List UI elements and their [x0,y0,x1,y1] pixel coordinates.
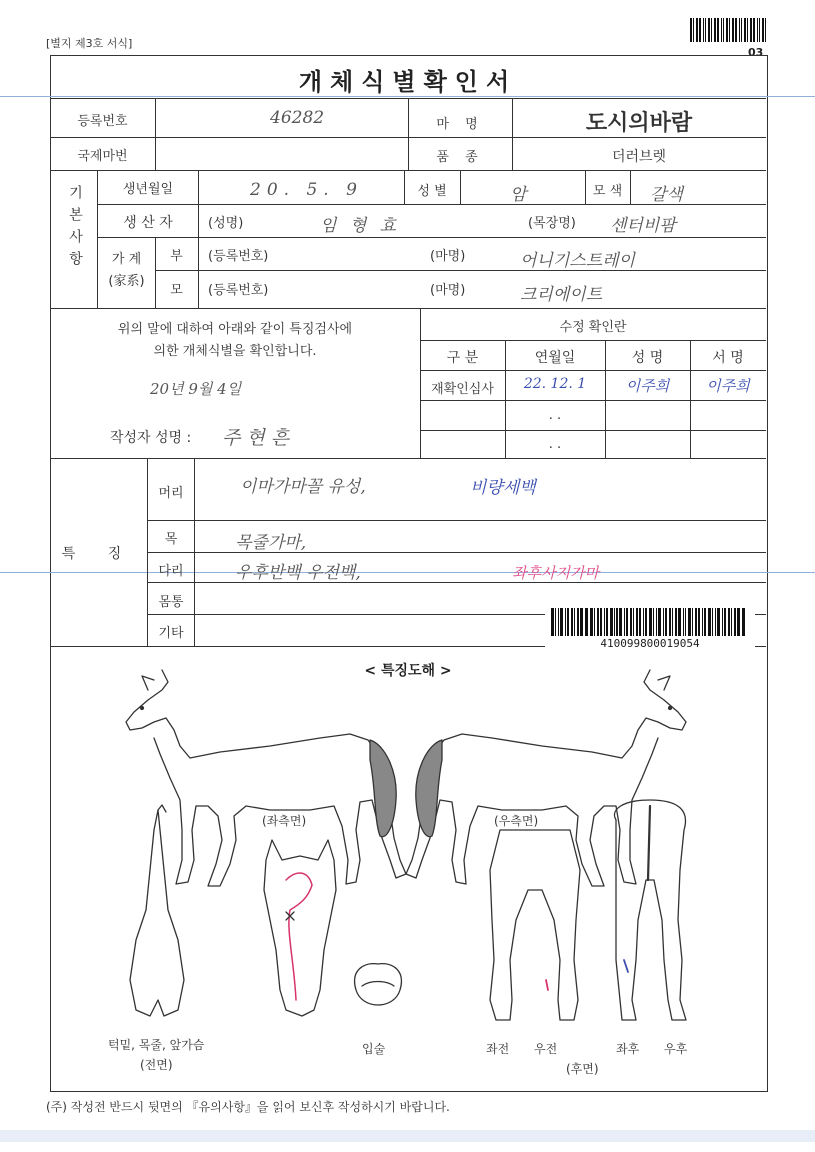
left-side-horse-drawing [126,670,406,886]
rear-view-drawing [614,800,686,1020]
intl-no-label: 국제마번 [77,149,128,164]
revision-col-sign: 서 명 [712,350,744,366]
left-side-label: (좌측면) [262,814,307,828]
other-label: 기타 [158,626,184,641]
barcode-number: 410099800019054 [600,637,700,650]
dam-name-label: (마명) [430,283,466,298]
color-value: 갈색 [650,185,683,205]
basic-section-label: 기본사항 [67,185,83,273]
horse-name-value: 도시의바람 [585,111,693,136]
lips-drawing [355,964,402,1005]
writer-signature: 주 현 흔 [222,427,290,449]
right-front-label: 우전 [534,1042,558,1056]
horse-name-label: 마 명 [436,117,484,132]
statement-line1: 위의 말에 대하여 아래와 같이 특징검사에 [117,322,353,337]
statement-line2: 의한 개체식별을 확인합니다. [153,344,317,359]
farm-value: 센터비팜 [610,216,676,236]
writer-label: 작성자 성명 : [110,430,192,446]
front-label: (전면) [140,1058,173,1072]
breed-value: 더러브렛 [611,149,667,165]
sire-label: 부 [170,249,183,264]
sire-name-value: 어니기스트레이 [520,251,635,271]
neck-label: 목 [164,532,178,547]
revision-row1-sign: 이주희 [706,377,750,395]
barcode [551,608,747,636]
revision-col-type: 구 분 [446,350,479,366]
neck-value: 목줄가마, [235,533,307,553]
body-label: 몸통 [158,595,184,610]
scan-band [0,1130,815,1142]
left-hind-label: 좌후 [616,1042,640,1056]
head-label: 머리 [158,486,184,501]
front-legs-drawing [490,830,580,1020]
lineage-sub: (家系) [108,274,145,289]
birth-label: 생년월일 [122,182,174,197]
breeder-name-value: 임 형 효 [320,216,401,236]
rear-label: (후면) [566,1062,599,1076]
breeder-label: 생 산 자 [123,215,173,231]
left-front-label: 좌전 [486,1042,510,1056]
legs-label: 다리 [158,564,184,579]
front-neck-drawing [130,805,184,1016]
revision-title: 수정 확인란 [559,320,627,335]
head-value: 이마가마꼴 유성, [240,477,366,497]
legs-value-extra: 좌후사지가마 [512,564,599,582]
page-title: 개체식별확인서 [298,68,518,96]
reg-no-value: 46282 [270,108,325,128]
head-value-extra: 비량세백 [470,478,536,498]
revision-row2-date: . . [548,408,562,423]
lineage-label: 가 계 [111,252,142,267]
horse-diagram [50,660,766,1060]
birth-value: 20. 5. 9 [250,180,363,200]
revision-row1-date: 22. 12. 1 [523,376,587,392]
revision-row3-date: . . [548,437,562,452]
features-section-label: 특 징 [61,546,136,562]
confirm-date: 20년 9월 4일 [150,380,242,398]
breeder-name-label: (성명) [208,216,244,231]
sire-name-label: (마명) [430,249,466,264]
barcode-sticker [545,604,755,652]
sex-value: 암 [510,185,527,205]
reg-no-label: 등록번호 [77,114,128,129]
footer-note: (주) 작성전 반드시 뒷면의 『유의사항』을 읽어 보신후 작성하시기 바랍니다. [46,1100,450,1114]
color-label: 모 색 [592,184,623,199]
farm-label: (목장명) [528,216,576,231]
head-front-drawing [264,840,336,1016]
dam-name-value: 크리에이트 [520,285,603,305]
dam-reg-label: (등록번호) [208,283,269,298]
revision-row1-type: 재확인심사 [431,382,494,397]
right-side-horse-drawing [406,670,686,886]
revision-row1-name: 이주희 [625,377,670,395]
front-caption: 턱밑, 목줄, 앞가슴 [108,1038,205,1052]
form-number-label: [별지 제3호 서식] [46,37,133,50]
top-barcode [690,18,768,42]
dam-label: 모 [170,283,183,298]
sex-label: 성 별 [417,184,447,199]
lips-label: 입술 [362,1042,386,1056]
right-hind-label: 우후 [664,1042,688,1056]
right-side-label: (우측면) [494,814,539,828]
legs-value: 우후반백 우전백, [235,563,361,583]
diagram-title: < 특징도해 > [364,663,452,679]
scan-line [0,572,815,573]
revision-col-date: 연월일 [534,350,576,366]
revision-col-name: 성 명 [631,350,664,366]
breed-label: 품 종 [436,150,484,165]
sire-reg-label: (등록번호) [208,249,269,264]
page-code: 03 [748,46,764,59]
